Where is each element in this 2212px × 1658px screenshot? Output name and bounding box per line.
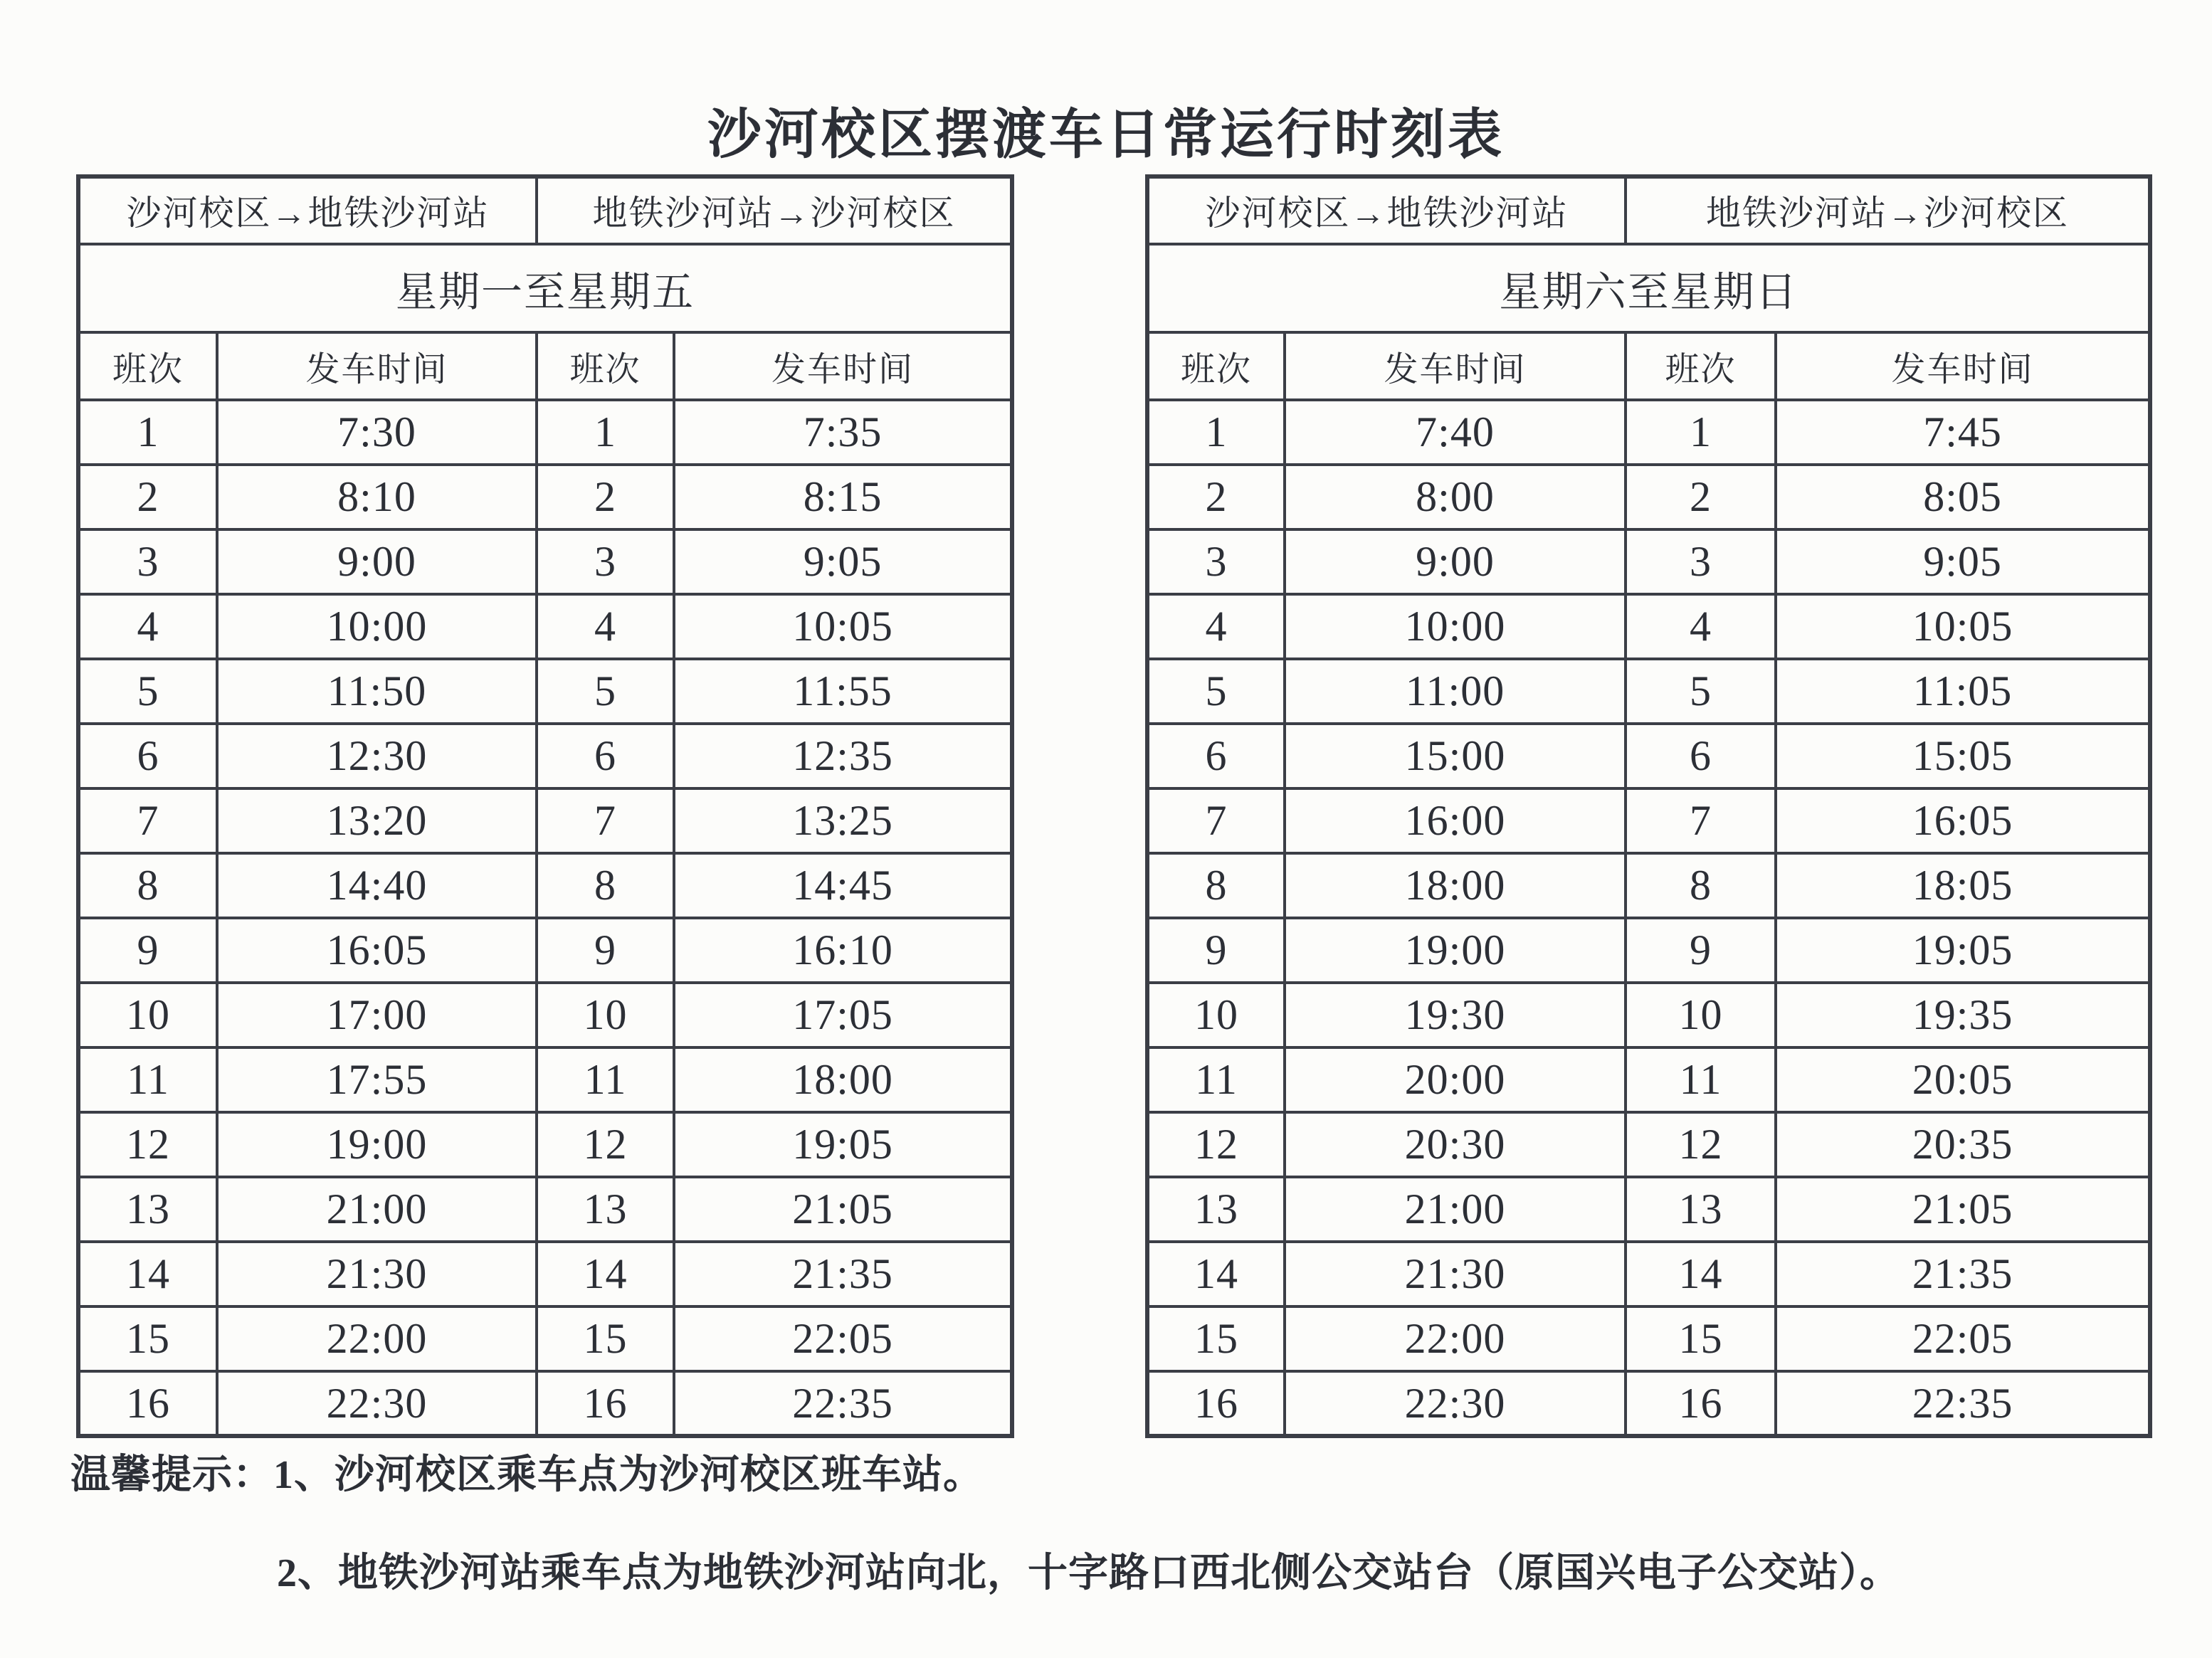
trip-cell: 1: [78, 400, 217, 465]
timetable-weekend-table: [1145, 174, 2152, 1438]
timetable-row: [1147, 1112, 2150, 1177]
trip-cell: 16: [1147, 1371, 1285, 1436]
time-cell: 21:05: [1776, 1177, 2150, 1242]
notes-line-1: [70, 1452, 984, 1499]
trip-cell: 3: [78, 529, 217, 594]
time-cell: 19:05: [1776, 918, 2150, 983]
time-cell: 16:05: [217, 918, 537, 983]
time-cell: 7:40: [1285, 400, 1626, 465]
time-cell: 22:05: [1776, 1306, 2150, 1371]
time-cell: 19:35: [1776, 983, 2150, 1047]
trip-cell: 10: [1147, 983, 1285, 1047]
time-cell: 19:30: [1285, 983, 1626, 1047]
timetable-row: [1147, 400, 2150, 465]
timetable-row: [1147, 1242, 2150, 1306]
trip-cell: 4: [1147, 594, 1285, 659]
time-cell: 9:05: [1776, 529, 2150, 594]
trip-cell: 7: [537, 788, 674, 853]
timetable-row: [1147, 853, 2150, 918]
route-header-campus-to-station: 沙河校区→地铁沙河站: [1147, 176, 1626, 244]
route-header-campus-to-station: 沙河校区→地铁沙河站: [78, 176, 537, 244]
timetable-row: [78, 529, 1012, 594]
trip-col-header: 班次: [1147, 332, 1285, 400]
time-cell: 22:00: [1285, 1306, 1626, 1371]
trip-cell: 11: [1147, 1047, 1285, 1112]
time-cell: 19:05: [674, 1112, 1012, 1177]
time-cell: 21:30: [1285, 1242, 1626, 1306]
time-cell: 19:00: [1285, 918, 1626, 983]
time-cell: 8:15: [674, 465, 1012, 529]
timetable-row: [78, 1177, 1012, 1242]
trip-cell: 13: [1626, 1177, 1776, 1242]
trip-col-header: 班次: [1626, 332, 1776, 400]
route-header-station-to-campus: 地铁沙河站→沙河校区: [537, 176, 1012, 244]
time-cell: 14:40: [217, 853, 537, 918]
trip-cell: 3: [1147, 529, 1285, 594]
time-cell: 9:05: [674, 529, 1012, 594]
time-cell: 19:00: [217, 1112, 537, 1177]
trip-cell: 1: [537, 400, 674, 465]
day-range-row: [78, 244, 1012, 332]
time-cell: 18:05: [1776, 853, 2150, 918]
time-cell: 13:20: [217, 788, 537, 853]
timetable-row: [78, 659, 1012, 724]
time-cell: 7:45: [1776, 400, 2150, 465]
trip-cell: 4: [78, 594, 217, 659]
timetable-row: [1147, 529, 2150, 594]
day-range-row: [1147, 244, 2150, 332]
time-cell: 20:00: [1285, 1047, 1626, 1112]
trip-cell: 2: [537, 465, 674, 529]
time-cell: 12:30: [217, 724, 537, 788]
note-text-1: 1、沙河校区乘车点为沙河校区班车站。: [273, 1453, 984, 1497]
trip-cell: 11: [78, 1047, 217, 1112]
time-cell: 21:00: [217, 1177, 537, 1242]
trip-cell: 5: [1147, 659, 1285, 724]
time-col-header: 发车时间: [1776, 332, 2150, 400]
trip-cell: 9: [1626, 918, 1776, 983]
timetable-weekend: [1145, 174, 2148, 1438]
time-cell: 21:35: [1776, 1242, 2150, 1306]
trip-cell: 8: [537, 853, 674, 918]
time-cell: 7:35: [674, 400, 1012, 465]
trip-cell: 9: [78, 918, 217, 983]
trip-col-header: 班次: [537, 332, 674, 400]
trip-cell: 8: [1147, 853, 1285, 918]
time-cell: 16:05: [1776, 788, 2150, 853]
time-cell: 10:00: [1285, 594, 1626, 659]
time-cell: 7:30: [217, 400, 537, 465]
trip-cell: 14: [78, 1242, 217, 1306]
time-cell: 11:50: [217, 659, 537, 724]
trip-cell: 11: [1626, 1047, 1776, 1112]
time-cell: 9:00: [217, 529, 537, 594]
trip-cell: 16: [78, 1371, 217, 1436]
time-cell: 10:05: [1776, 594, 2150, 659]
time-cell: 10:05: [674, 594, 1012, 659]
timetable-row: [78, 1047, 1012, 1112]
timetable-row: [1147, 918, 2150, 983]
day-range-header: 星期一至星期五: [78, 244, 1012, 332]
time-cell: 17:05: [674, 983, 1012, 1047]
timetable-row: [1147, 465, 2150, 529]
trip-cell: 15: [1626, 1306, 1776, 1371]
trip-cell: 8: [78, 853, 217, 918]
time-cell: 8:05: [1776, 465, 2150, 529]
timetable-row: [78, 1242, 1012, 1306]
time-cell: 15:00: [1285, 724, 1626, 788]
trip-cell: 7: [1147, 788, 1285, 853]
trip-cell: 16: [537, 1371, 674, 1436]
trip-cell: 9: [1147, 918, 1285, 983]
trip-cell: 14: [1147, 1242, 1285, 1306]
timetable-weekday: [76, 174, 1010, 1438]
time-cell: 14:45: [674, 853, 1012, 918]
time-col-header: 发车时间: [1285, 332, 1626, 400]
timetable-row: [78, 788, 1012, 853]
timetable-row: [1147, 1306, 2150, 1371]
trip-cell: 10: [1626, 983, 1776, 1047]
trip-cell: 12: [537, 1112, 674, 1177]
time-cell: 16:10: [674, 918, 1012, 983]
time-cell: 9:00: [1285, 529, 1626, 594]
timetable-row: [78, 1371, 1012, 1436]
trip-cell: 2: [1626, 465, 1776, 529]
trip-cell: 9: [537, 918, 674, 983]
time-cell: 11:00: [1285, 659, 1626, 724]
time-cell: 8:10: [217, 465, 537, 529]
trip-cell: 7: [78, 788, 217, 853]
time-cell: 17:00: [217, 983, 537, 1047]
column-header-row: [1147, 332, 2150, 400]
time-cell: 13:25: [674, 788, 1012, 853]
time-cell: 21:05: [674, 1177, 1012, 1242]
timetable-row: [78, 918, 1012, 983]
page-title: 沙河校区摆渡车日常运行时刻表: [707, 105, 1505, 165]
time-cell: 10:00: [217, 594, 537, 659]
timetable-row: [78, 400, 1012, 465]
trip-cell: 14: [537, 1242, 674, 1306]
time-cell: 22:35: [674, 1371, 1012, 1436]
trip-cell: 6: [78, 724, 217, 788]
notes-line-2: [277, 1550, 1900, 1598]
trip-cell: 10: [537, 983, 674, 1047]
trip-cell: 14: [1626, 1242, 1776, 1306]
trip-cell: 12: [1626, 1112, 1776, 1177]
time-cell: 21:30: [217, 1242, 537, 1306]
timetable-row: [78, 853, 1012, 918]
trip-cell: 5: [1626, 659, 1776, 724]
trip-cell: 1: [1147, 400, 1285, 465]
time-cell: 11:55: [674, 659, 1012, 724]
trip-cell: 13: [78, 1177, 217, 1242]
route-header-row: [1147, 176, 2150, 244]
trip-cell: 6: [1147, 724, 1285, 788]
timetable-weekday-table: [76, 174, 1014, 1438]
trip-cell: 1: [1626, 400, 1776, 465]
timetable-row: [78, 983, 1012, 1047]
note-text-2: 2、地铁沙河站乘车点为地铁沙河站向北，十字路口西北侧公交站台（原国兴电子公交站）。: [277, 1551, 1900, 1595]
timetable-row: [78, 1306, 1012, 1371]
time-cell: 21:00: [1285, 1177, 1626, 1242]
time-cell: 17:55: [217, 1047, 537, 1112]
route-header-row: [78, 176, 1012, 244]
trip-cell: 15: [78, 1306, 217, 1371]
timetable-row: [1147, 1177, 2150, 1242]
trip-cell: 7: [1626, 788, 1776, 853]
trip-cell: 15: [537, 1306, 674, 1371]
timetable-row: [1147, 659, 2150, 724]
time-cell: 22:30: [217, 1371, 537, 1436]
notes-tip-label: 温馨提示：: [70, 1453, 273, 1497]
time-cell: 22:00: [217, 1306, 537, 1371]
time-cell: 16:00: [1285, 788, 1626, 853]
trip-cell: 16: [1626, 1371, 1776, 1436]
time-cell: 8:00: [1285, 465, 1626, 529]
trip-cell: 2: [1147, 465, 1285, 529]
trip-cell: 12: [78, 1112, 217, 1177]
time-col-header: 发车时间: [674, 332, 1012, 400]
time-cell: 22:05: [674, 1306, 1012, 1371]
trip-cell: 5: [78, 659, 217, 724]
time-cell: 22:30: [1285, 1371, 1626, 1436]
timetable-row: [1147, 788, 2150, 853]
time-cell: 18:00: [674, 1047, 1012, 1112]
trip-cell: 3: [537, 529, 674, 594]
time-cell: 20:05: [1776, 1047, 2150, 1112]
timetable-row: [78, 1112, 1012, 1177]
trip-cell: 13: [537, 1177, 674, 1242]
trip-cell: 12: [1147, 1112, 1285, 1177]
time-cell: 20:35: [1776, 1112, 2150, 1177]
trip-cell: 6: [537, 724, 674, 788]
timetable-row: [1147, 1047, 2150, 1112]
trip-cell: 13: [1147, 1177, 1285, 1242]
trip-cell: 5: [537, 659, 674, 724]
time-cell: 12:35: [674, 724, 1012, 788]
trip-cell: 8: [1626, 853, 1776, 918]
time-cell: 11:05: [1776, 659, 2150, 724]
trip-cell: 4: [537, 594, 674, 659]
time-cell: 18:00: [1285, 853, 1626, 918]
time-cell: 15:05: [1776, 724, 2150, 788]
timetable-row: [78, 594, 1012, 659]
trip-cell: 3: [1626, 529, 1776, 594]
column-header-row: [78, 332, 1012, 400]
trip-cell: 10: [78, 983, 217, 1047]
timetable-row: [78, 724, 1012, 788]
time-cell: 21:35: [674, 1242, 1012, 1306]
trip-cell: 2: [78, 465, 217, 529]
trip-cell: 15: [1147, 1306, 1285, 1371]
timetable-row: [1147, 1371, 2150, 1436]
day-range-header: 星期六至星期日: [1147, 244, 2150, 332]
timetable-row: [1147, 594, 2150, 659]
trip-cell: 6: [1626, 724, 1776, 788]
timetable-row: [1147, 983, 2150, 1047]
trip-cell: 11: [537, 1047, 674, 1112]
time-cell: 20:30: [1285, 1112, 1626, 1177]
timetable-row: [78, 465, 1012, 529]
time-cell: 22:35: [1776, 1371, 2150, 1436]
timetable-row: [1147, 724, 2150, 788]
time-col-header: 发车时间: [217, 332, 537, 400]
trip-cell: 4: [1626, 594, 1776, 659]
trip-col-header: 班次: [78, 332, 217, 400]
route-header-station-to-campus: 地铁沙河站→沙河校区: [1626, 176, 2150, 244]
